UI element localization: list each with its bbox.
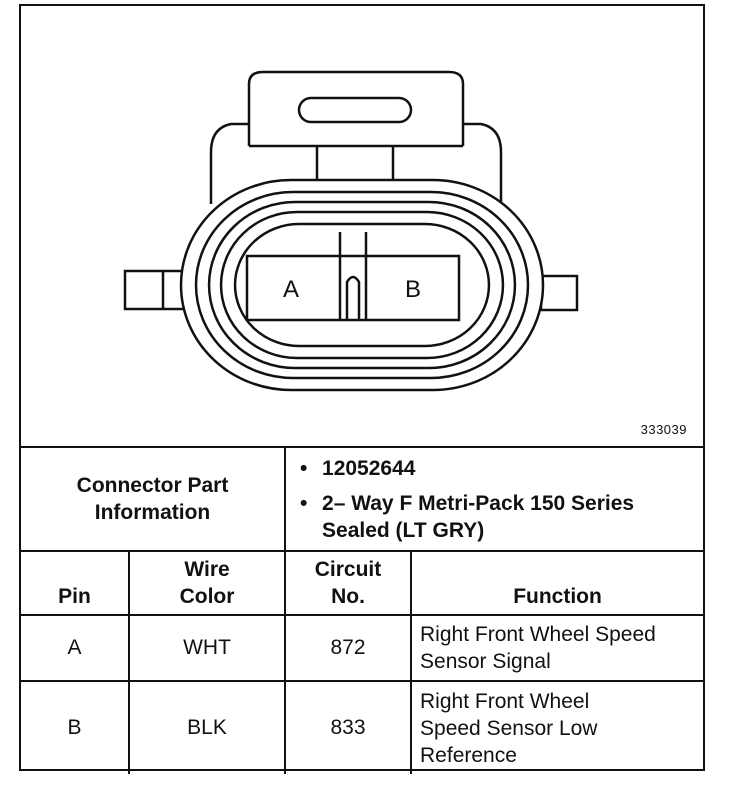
row-a-circuit-no: 872: [285, 615, 411, 681]
part-number: • 12052644: [322, 455, 703, 482]
latch-slot: [299, 98, 411, 122]
pin-b-label: B: [405, 276, 422, 303]
column-header-row: [21, 551, 703, 615]
part-info-values: [285, 447, 703, 551]
connector-drawing: [21, 6, 703, 446]
row-a-pin: A: [21, 615, 129, 681]
row-a-function: Right Front Wheel Speed Sensor Signal: [411, 615, 703, 681]
connector-diagram: [21, 6, 703, 446]
header-pin: Pin: [21, 551, 129, 615]
header-wire-color: Wire Color: [129, 551, 285, 615]
connector-description: • 2– Way F Metri-Pack 150 Series Sealed (LT GRY): [322, 490, 703, 544]
part-info-label: Connector Part Information: [21, 447, 285, 551]
connector-info-table: [21, 446, 703, 774]
part-info-row: [21, 447, 703, 551]
row-b-function: Right Front Wheel Speed Sensor Low Reference: [411, 681, 703, 774]
part-info-list: [286, 449, 703, 550]
side-tab-left: [125, 271, 185, 309]
row-b-pin: B: [21, 681, 129, 774]
row-b-circuit-no: 833: [285, 681, 411, 774]
table-row: [21, 681, 703, 774]
row-a-wire-color: WHT: [129, 615, 285, 681]
header-function: Function: [411, 551, 703, 615]
pin-a-label: A: [283, 276, 300, 303]
table-row: [21, 615, 703, 681]
connector-latch: [249, 72, 463, 146]
header-circuit-no: Circuit No.: [285, 551, 411, 615]
connector-sheet: [19, 4, 705, 771]
row-b-wire-color: BLK: [129, 681, 285, 774]
figure-number: 333039: [640, 422, 687, 437]
